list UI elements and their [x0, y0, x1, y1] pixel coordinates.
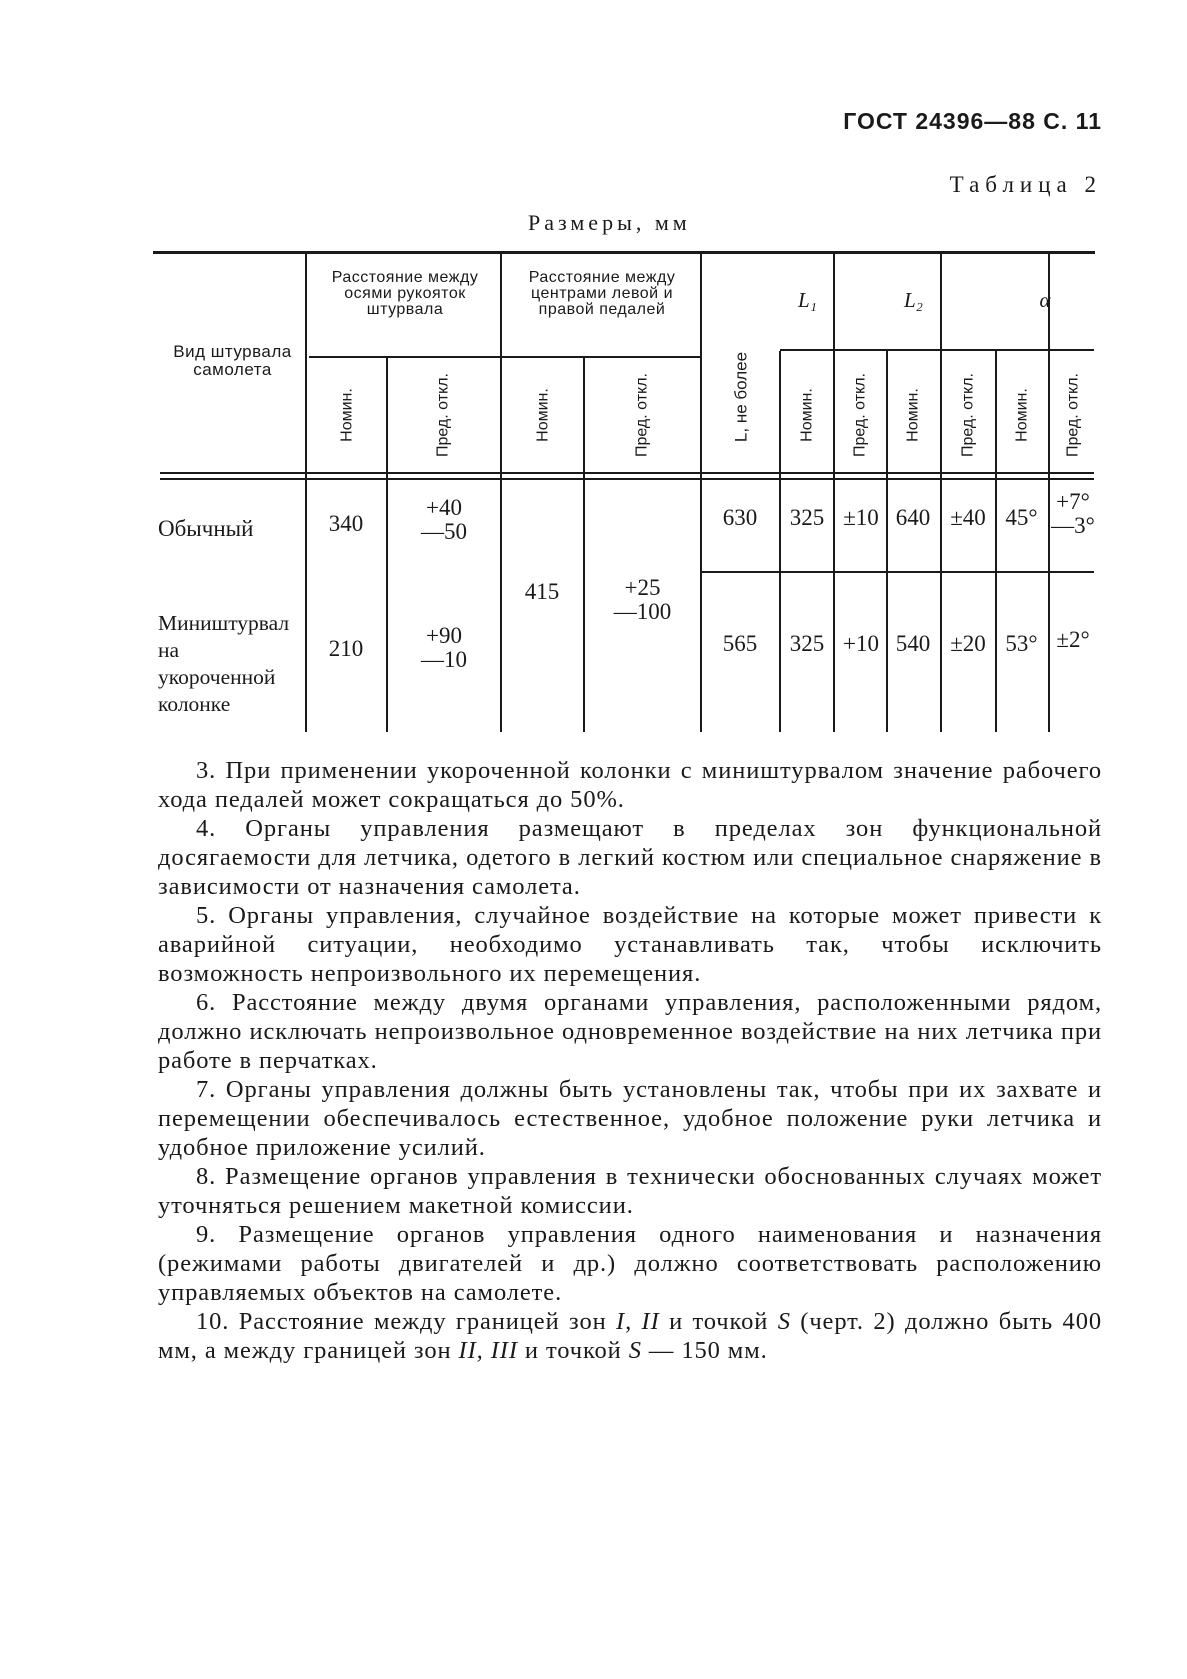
row2-grip-nom: 210	[328, 636, 364, 661]
row1-l2-nom: 640	[895, 505, 931, 530]
subheader-l-max: L, не более	[731, 351, 751, 443]
row2-l: 565	[722, 631, 758, 656]
row2-l1-nom: 325	[789, 631, 825, 656]
row1-grip-dev: +40 —50	[421, 495, 467, 544]
row1-grip-nom: 340	[328, 511, 364, 536]
table-label: Таблица 2	[949, 172, 1102, 197]
row2-l2-dev: ±20	[950, 631, 986, 656]
pedal-nom: 415	[524, 579, 560, 604]
paragraph-5: 5. Органы управления, случайное воздействие на которые может привести к аварийной ситуации, необходимо устанавливать так, чтобы исключить возможность непроизвольного их перемещения.	[158, 902, 1102, 987]
pedal-dev: +25 —100	[613, 575, 672, 624]
subheader-l1-dev: Пред. откл.	[851, 373, 869, 458]
subheader-l2-nom: Номин.	[904, 388, 922, 442]
col-header-pedal-distance: Расстояние между центрами левой и правой педалей	[528, 269, 676, 318]
subheader-l2-dev: Пред. откл.	[959, 373, 977, 458]
col-header-grip-distance: Расстояние между осями рукояток штурвала	[331, 269, 479, 318]
header-double-rule	[160, 472, 1094, 474]
paragraph-10: 10. Расстояние между границей зон I, II и точкой S (черт. 2) должно быть 400 мм, а между границей зон II, III и точкой S — 150 мм.	[158, 1308, 1102, 1364]
col-header-alpha: α	[1039, 288, 1051, 312]
row2-alpha-nom: 53°	[1005, 631, 1038, 656]
subheader-grip-nom: Номин.	[338, 388, 356, 442]
subheader-pedal-dev: Пред. откл.	[633, 373, 651, 458]
table-units: Размеры, мм	[528, 210, 691, 235]
document-reference: ГОСТ 24396—88 С. 11	[843, 108, 1102, 134]
col-header-l1: L₁	[798, 288, 817, 312]
row1-l2-dev: ±40	[950, 505, 986, 530]
subheader-grip-dev: Пред. откл.	[434, 373, 452, 458]
paragraph-3: 3. При применении укороченной колонки с миништурвалом значение рабочего хода педалей может сокращаться до 50%.	[158, 757, 1102, 813]
row2-grip-dev: +90 —10	[421, 623, 467, 672]
row2-alpha-dev: ±2°	[1056, 627, 1090, 652]
paragraph-8: 8. Размещение органов управления в технически обоснованных случаях может уточняться решением макетной комиссии.	[158, 1163, 1102, 1219]
body-text	[158, 756, 1102, 1365]
dimensions-table	[0, 0, 1187, 760]
subheader-alpha-dev: Пред. откл.	[1064, 373, 1082, 458]
col-header-type: Вид штурвала самолета	[173, 342, 292, 379]
row1-l1-dev: ±10	[843, 505, 879, 530]
row2-type: Миништурвал на укороченной колонке	[158, 611, 290, 716]
row1-l1-nom: 325	[789, 505, 825, 530]
subheader-l1-nom: Номин.	[798, 388, 816, 442]
col-header-l2: L₂	[904, 288, 923, 312]
row1-alpha-dev: +7° —3°	[1051, 489, 1095, 538]
row2-l2-nom: 540	[895, 631, 931, 656]
paragraph-4: 4. Органы управления размещают в пределах зон функциональной досягаемости для летчика, одетого в легкий костюм или специальное снаряжение в зависимости от назначения самолета.	[158, 815, 1102, 900]
row2-l1-dev: +10	[843, 631, 879, 656]
row1-alpha-nom: 45°	[1005, 505, 1038, 530]
subheader-pedal-nom: Номин.	[534, 388, 552, 442]
row1-l: 630	[722, 505, 758, 530]
row1-type: Обычный	[158, 516, 254, 541]
paragraph-7: 7. Органы управления должны быть установлены так, чтобы при их захвате и перемещении обеспечивалось естественное, удобное положение руки летчика и удобное приложение усилий.	[158, 1076, 1102, 1161]
subheader-alpha-nom: Номин.	[1013, 388, 1031, 442]
paragraph-9: 9. Размещение органов управления одного наименования и назначения (режимами работы двигателей и др.) должно соответствовать расположению управляемых объектов на самолете.	[158, 1221, 1102, 1306]
paragraph-6: 6. Расстояние между двумя органами управления, расположенными рядом, должно исключать непроизвольное одновременное воздействие на них летчика при работе в перчатках.	[158, 989, 1102, 1074]
table-top-rule	[153, 251, 1095, 254]
